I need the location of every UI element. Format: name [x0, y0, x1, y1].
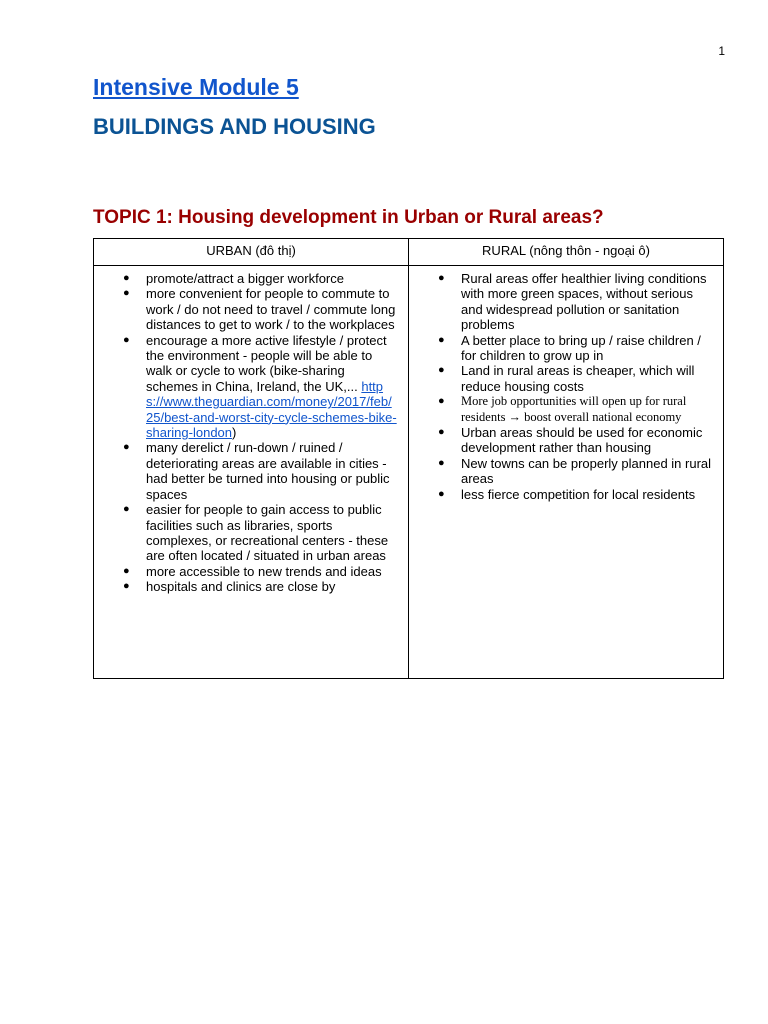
- urban-list-item: [94, 440, 398, 502]
- bullet-icon: ●: [123, 503, 130, 516]
- rural-list-item: [409, 333, 713, 364]
- urban-list-item: [94, 286, 398, 332]
- urban-list-item: [94, 333, 398, 441]
- rural-column-header: RURAL (nông thôn - ngoại ô): [409, 239, 724, 266]
- section-title: BUILDINGS AND HOUSING: [93, 114, 376, 139]
- rural-item-text: Urban areas should be used for economic development rather than housing: [461, 425, 703, 456]
- rural-cell: [409, 266, 724, 679]
- bullet-icon: ●: [123, 441, 130, 454]
- rural-list-item: [409, 271, 713, 333]
- module-title-link[interactable]: Intensive Module 5: [93, 74, 299, 100]
- rural-item-text: less fierce competition for local residents: [461, 486, 696, 502]
- page-number: 1: [718, 44, 725, 58]
- bullet-icon: ●: [123, 287, 130, 300]
- rural-list-item: [409, 456, 713, 487]
- urban-item-text: more accessible to new trends and ideas: [146, 563, 382, 579]
- bullet-icon: ●: [438, 456, 445, 469]
- bullet-icon: ●: [438, 364, 445, 377]
- urban-item-text: promote/attract a bigger workforce: [146, 271, 344, 286]
- bullet-icon: ●: [438, 272, 445, 284]
- rural-list-item: [409, 487, 713, 502]
- urban-item-text: easier for people to gain access to public facilities such as libraries, sports complexes, or recreational centers - these are often located / situated in urban areas: [146, 502, 389, 564]
- urban-item-text: hospitals and clinics are close by: [146, 579, 336, 595]
- urban-item-text: encourage a more active lifestyle / protect the environment - people will be able to walk or cycle to work (bike-sharing schemes in China, Ireland, the UK,...: [146, 332, 387, 394]
- rural-list-item: [409, 363, 713, 394]
- bullet-icon: ●: [123, 564, 130, 577]
- rural-item-text: A better place to bring up / raise children / for children to grow up in: [461, 332, 701, 364]
- bullet-icon: ●: [123, 333, 130, 346]
- urban-item-text: more convenient for people to commute to work / do not need to travel / commute long distances to get to work / to the workplaces: [146, 286, 396, 333]
- rural-item-text: Land in rural areas is cheaper, which will reduce housing costs: [461, 363, 695, 394]
- comparison-table: [93, 238, 724, 679]
- topic-heading: TOPIC 1: Housing development in Urban or Rural areas?: [93, 207, 604, 228]
- rural-item-text: More job opportunities will open up for rural residents → boost overall national economy: [461, 394, 687, 424]
- rural-bullet-list: [409, 271, 713, 502]
- urban-list-item: [94, 502, 398, 564]
- rural-list-item: [409, 394, 713, 425]
- urban-list-item: [94, 271, 398, 286]
- urban-list-item: [94, 564, 398, 579]
- bullet-icon: ●: [438, 426, 445, 439]
- urban-column-header: URBAN (đô thị): [94, 239, 409, 266]
- bullet-icon: ●: [123, 272, 130, 284]
- closing-parenthesis: ): [232, 425, 237, 441]
- table-row: [94, 266, 724, 679]
- guardian-article-link[interactable]: https://www.theguardian.com/money/2017/feb/25/best-and-worst-city-cycle-schemes-bike-sharing-london: [146, 378, 397, 441]
- rural-item-text: Rural areas offer healthier living conditions with more green spaces, without serious and widespread pollution or sanitation problems: [461, 271, 707, 333]
- bullet-icon: ●: [438, 333, 445, 346]
- bullet-icon: ●: [123, 580, 130, 593]
- urban-list-item: [94, 579, 398, 594]
- urban-bullet-list: [94, 271, 398, 595]
- urban-item-text: many derelict / run-down / ruined / deteriorating areas are available in cities - had better be turned into housing or public spaces: [146, 440, 390, 502]
- table-header-row: [94, 239, 724, 266]
- rural-item-text: New towns can be properly planned in rural areas: [461, 455, 712, 487]
- rural-list-item: [409, 425, 713, 456]
- bullet-icon: ●: [438, 395, 445, 408]
- urban-cell: [94, 266, 409, 679]
- bullet-icon: ●: [438, 487, 445, 500]
